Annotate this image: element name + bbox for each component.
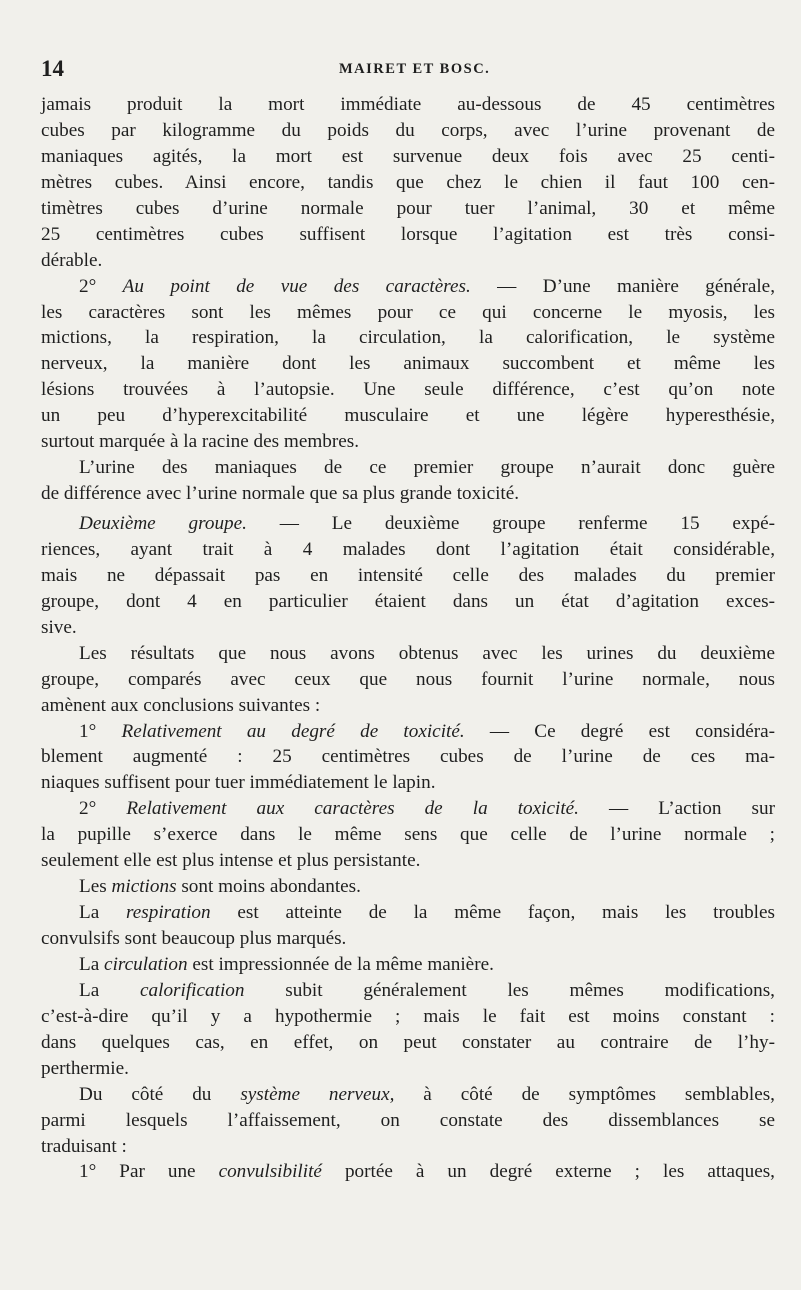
section-heading: Relativement aux caractères de la toxicité. xyxy=(126,798,579,820)
text-line: niaques suffisent pour tuer immédiatement le lapin. xyxy=(41,772,436,794)
paragraph-first-line: 1° Par une convulsibilité portée à un degré externe ; les attaques, xyxy=(79,1161,775,1183)
paragraph-first-line: L’urine des maniaques de ce premier groupe n’aurait donc guère xyxy=(79,457,775,479)
text-line: cubes par kilogramme du poids du corps, avec l’urine provenant de xyxy=(41,119,775,141)
running-head: MAIRET ET BOSC. xyxy=(339,61,491,77)
text-line: c’est-à-dire qu’il y a hypothermie ; mais le fait est moins constant : xyxy=(41,1005,775,1027)
text-line: lésions trouvées à l’autopsie. Une seule différence, c’est qu’on note xyxy=(41,379,775,401)
text-line: groupe, comparés avec ceux que nous fournit l’urine normale, nous xyxy=(41,668,775,690)
text-line: convulsifs sont beaucoup plus marqués. xyxy=(41,928,347,949)
paragraph-first-line: Du côté du système nerveux, à côté de symptômes semblables, xyxy=(79,1083,775,1105)
text-line: groupe, dont 4 en particulier étaient dans un état d’agitation exces- xyxy=(41,590,775,612)
text-line: mais ne dépassait pas en intensité celle des malades du premier xyxy=(41,564,775,586)
text-line: jamais produit la mort immédiate au-dessous de 45 centimètres xyxy=(41,94,775,115)
paragraph-first-line: 1° Relativement au degré de toxicité. — Ce degré est considéra- xyxy=(79,720,776,742)
page-body xyxy=(41,92,775,1185)
text-line: perthermie. xyxy=(41,1057,129,1079)
text-line: un peu d’hyperexcitabilité musculaire et une légère hyperesthésie, xyxy=(41,405,775,427)
paragraph-first-line: La circulation est impressionnée de la même manière. xyxy=(79,953,494,975)
paragraph-first-line: La calorification subit généralement les mêmes modifications, xyxy=(79,979,775,1001)
text-line: seulement elle est plus intense et plus persistante. xyxy=(41,850,421,872)
text-line: traduisant : xyxy=(41,1135,127,1157)
section-heading: Relativement au degré de toxicité. xyxy=(121,720,465,742)
text-line: parmi lesquels l’affaissement, on constate des dissemblances se xyxy=(41,1109,775,1131)
paragraph-first-line: 2° Relativement aux caractères de la toxicité. — L’action sur xyxy=(79,798,775,820)
text-line: riences, ayant trait à 4 malades dont l’agitation était considérable, xyxy=(41,538,775,560)
page-number: 14 xyxy=(41,56,64,81)
paragraph-first-line: Les résultats que nous avons obtenus avec les urines du deuxième xyxy=(79,642,775,664)
paragraph-first-line: Les mictions sont moins abondantes. xyxy=(79,876,361,898)
text-line: les caractères sont les mêmes pour ce qui concerne le myosis, les xyxy=(41,301,775,323)
text-line: nerveux, la manière dont les animaux succombent et même les xyxy=(41,353,775,375)
text-line: dans quelques cas, en effet, on peut constater au contraire de l’hy- xyxy=(41,1031,775,1053)
text-line: maniaques agités, la mort est survenue deux fois avec 25 centi- xyxy=(41,145,775,167)
text-line: amènent aux conclusions suivantes : xyxy=(41,694,321,716)
text-line: la pupille s’exerce dans le même sens que celle de l’urine normale ; xyxy=(41,824,775,846)
text-line: sive. xyxy=(41,616,77,638)
text-line: timètres cubes d’urine normale pour tuer l’animal, 30 et même xyxy=(41,197,775,219)
page-header xyxy=(41,56,773,84)
text-line: mètres cubes. Ainsi encore, tandis que chez le chien il faut 100 cen- xyxy=(41,171,775,193)
paragraph-first-line: Deuxième groupe. — Le deuxième groupe renferme 15 expé- xyxy=(79,513,775,534)
paragraph-first-line: La respiration est atteinte de la même façon, mais les troubles xyxy=(79,902,775,924)
text-line: surtout marquée à la racine des membres. xyxy=(41,431,360,453)
text-line: 25 centimètres cubes suffisent lorsque l’agitation est très consi- xyxy=(41,223,775,245)
text-line: blement augmenté : 25 centimètres cubes de l’urine de ces ma- xyxy=(41,746,775,768)
text-line: de différence avec l’urine normale que sa plus grande toxicité. xyxy=(41,483,520,505)
text-line: dérable. xyxy=(41,249,103,271)
paragraph-first-line: 2° Au point de vue des caractères. — D’une manière générale, xyxy=(79,275,775,297)
section-heading: Au point de vue des caractères. xyxy=(122,275,471,297)
section-heading: Deuxième groupe. xyxy=(79,513,247,534)
text-line: mictions, la respiration, la circulation, la calorification, le système xyxy=(41,327,775,349)
